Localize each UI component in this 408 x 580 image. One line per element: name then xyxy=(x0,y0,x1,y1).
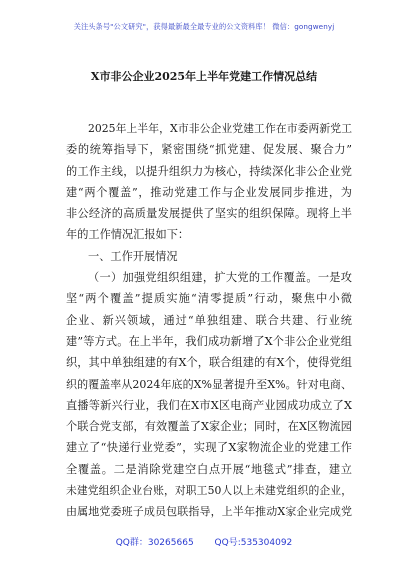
body-line: 坚“两个覆盖”提质实施“清零提质”行动，聚焦中小微 xyxy=(66,292,352,306)
document-title: X市非公企业2025年上半年党建工作情况总结 xyxy=(90,70,318,83)
body-line: 建立了“快递行业党委”，实现了X家物流企业的党建工作 xyxy=(66,441,352,455)
qq-number-text: QQ号:535304092 xyxy=(214,538,293,548)
body-line: 织的覆盖率从2024年底的X%显著提升至X%。针对电商、 xyxy=(66,377,352,391)
body-line: 未建党组织企业台账，对职工50人以上未建党组织的企业， xyxy=(66,484,352,498)
body-line: 直播等新兴行业，我们在X市X区电商产业园成功成立了X xyxy=(66,398,352,412)
section-heading: 一、工作开展情况 xyxy=(88,249,178,263)
qq-group-text: QQ群：30265665 xyxy=(115,538,194,548)
body-line: 建”等方式。在上半年，我们成功新增了X个非公企业党组 xyxy=(66,334,352,348)
body-line: 织，其中单独组建的有X个，联合组建的有X个，使得党组 xyxy=(66,356,352,370)
promo-header: 关注头条号"公文研究"，获得最新最全最专业的公文资料库！ 微信：gongwenyj xyxy=(73,22,335,31)
body-line: 年的工作情况汇报如下： xyxy=(66,228,190,242)
body-line: 2025年上半年，X市非公企业党建工作在市委两新党工 xyxy=(88,122,352,135)
body-line: 由属地党委班子成员包联指导，上半年推动X家企业完成党 xyxy=(66,505,352,519)
body-line: 委的统筹指导下，紧密围绕“抓党建、促发展、聚合力” xyxy=(66,143,352,157)
document-body xyxy=(66,118,352,523)
body-line: （一）加强党组织组建，扩大党的工作覆盖。一是攻 xyxy=(88,271,352,285)
body-line: 全覆盖。二是消除党建空白点开展“地毯式”排查，建立 xyxy=(66,462,352,476)
body-line: 非公经济的高质量发展提供了坚实的组织保障。现将上半 xyxy=(66,207,352,221)
body-line: 的工作主线，以提升组织力为核心，持续深化非公企业党 xyxy=(66,164,352,178)
contact-footer xyxy=(0,535,408,548)
body-line: 个联合党支部，有效覆盖了X家企业；同时，在X区物流园 xyxy=(66,420,352,434)
body-line: 企业、新兴领域，通过“单独组建、联合共建、行业统 xyxy=(66,313,352,327)
body-line: 建“两个覆盖”，推动党建工作与企业发展同步推进，为 xyxy=(66,185,352,199)
